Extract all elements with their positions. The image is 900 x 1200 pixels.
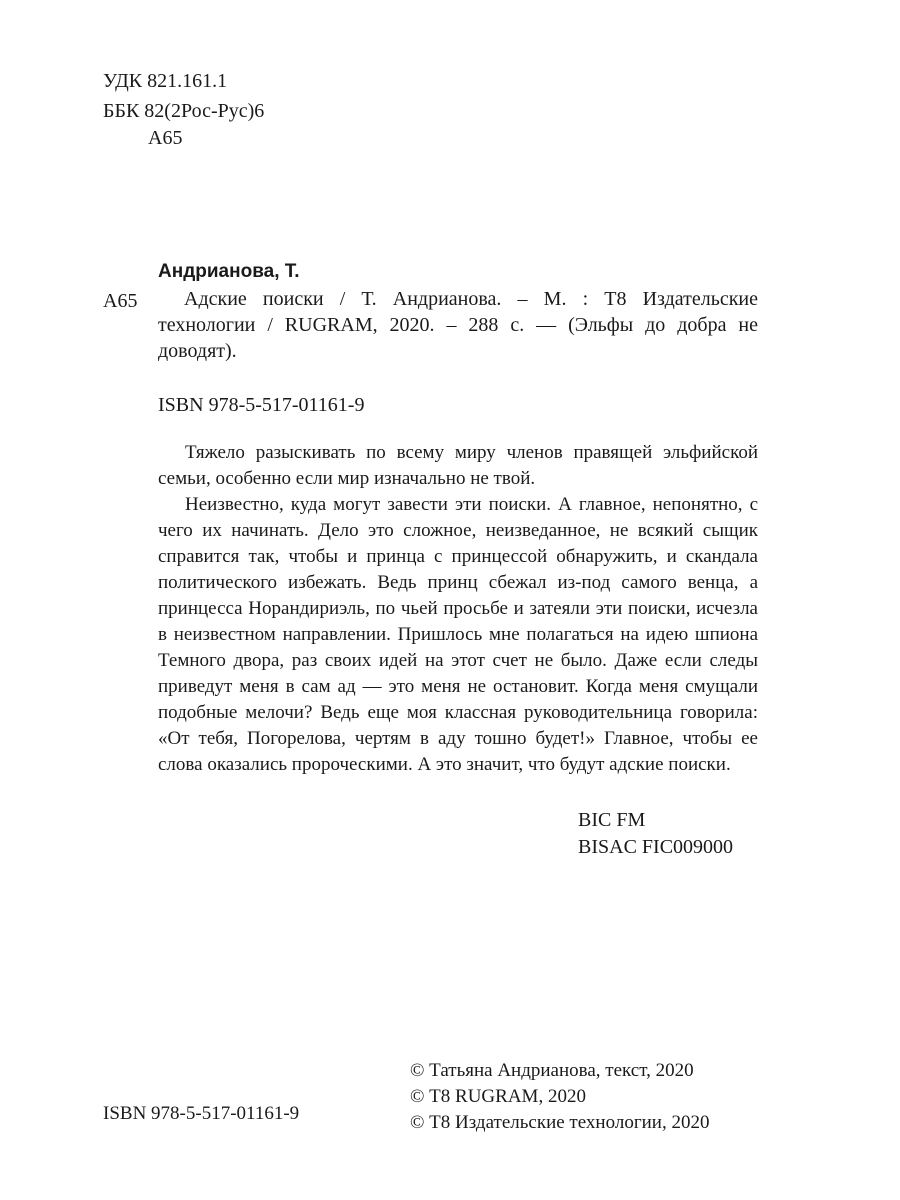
annotation	[158, 440, 758, 778]
bbk-code: ББК 82(2Рос-Рус)6	[103, 100, 265, 122]
annotation-paragraph: Неизвестно, куда могут завести эти поиски. А главное, непонятно, с чего их начинать. Дело это сложное, неизведанное, не всякий сыщик справится так, чтобы и принца с принцессой обнаружить, и скандала политического избежать. Ведь принц сбежал из-под самого венца, а принцесса Норандириэль, по чьей просьбе и затеяли эти поиски, исчезла в неизвестном направлении. Пришлось мне полагаться на идею шпиона Темного двора, раз своих идей на этот счет не было. Даже если следы приведут меня в сам ад — это меня не остановит. Когда меня смущали подобные мелочи? Ведь еще моя классная руководительница говорила: «От тебя, Погорелова, чертям в аду тошно будет!» Главное, чтобы ее слова оказались пророческими. А это значит, что будут адские поиски.	[158, 494, 758, 775]
copyright-line: © Татьяна Андрианова, текст, 2020	[410, 1060, 694, 1081]
bisac-code: BISAC FIC009000	[578, 836, 734, 858]
bic-code: BIC FM	[578, 809, 646, 831]
copyright-line: © Т8 Издательские технологии, 2020	[410, 1112, 710, 1133]
author-heading: Андрианова, Т.	[158, 261, 300, 282]
isbn-top: ISBN 978-5-517-01161-9	[158, 394, 365, 416]
author-sign-margin: А65	[103, 290, 138, 312]
copyright-line: © Т8 RUGRAM, 2020	[410, 1086, 586, 1107]
isbn-bottom: ISBN 978-5-517-01161-9	[103, 1103, 300, 1124]
annotation-paragraph: Тяжело разыскивать по всему миру членов правящей эльфийской семьи, особенно если мир изначально не твой.	[158, 442, 758, 489]
copyright-block	[410, 1058, 709, 1136]
author-sign: А65	[148, 127, 183, 149]
bibliographic-description: Адские поиски / Т. Андрианова. – М. : Т8 Издательские технологии / RUGRAM, 2020. – 288 с. — (Эльфы до добра не доводят).	[158, 288, 758, 362]
udk-code: УДК 821.161.1	[103, 70, 228, 92]
